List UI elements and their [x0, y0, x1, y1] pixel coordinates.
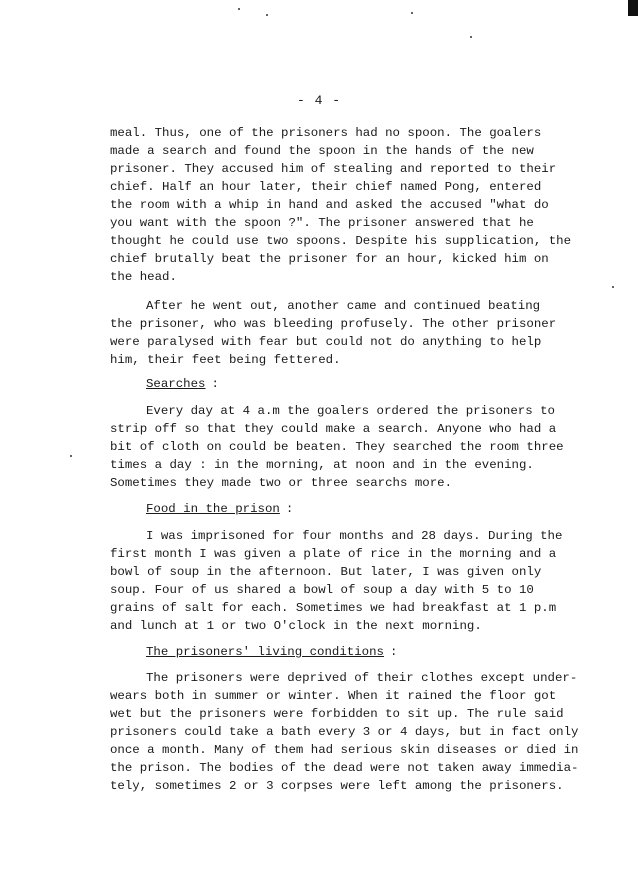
text-line: After he went out, another came and continued beating [146, 299, 541, 313]
text-line: meal. Thus, one of the prisoners had no spoon. The goalers [110, 126, 542, 140]
section-heading-searches [110, 375, 580, 393]
text-line: the prisoner, who was bleeding profusely. The other prisoner [110, 317, 557, 331]
heading-colon: : [285, 502, 294, 516]
text-line: times a day : in the morning, at noon and in the evening. [110, 458, 534, 472]
text-line: prisoner. They accused him of stealing and reported to their [110, 162, 557, 176]
paragraph-spoon-incident [110, 124, 580, 286]
text-line: bowl of soup in the afternoon. But later, I was given only [110, 565, 542, 579]
heading-searches: Searches [146, 377, 206, 391]
text-line: tely, sometimes 2 or 3 corpses were left among the prisoners. [110, 779, 564, 793]
text-line: chief. Half an hour later, their chief named Pong, entered [110, 180, 542, 194]
scan-speck [411, 12, 413, 14]
scan-corner-mark [628, 0, 638, 16]
text-line: you want with the spoon ?". The prisoner answered that he [110, 216, 534, 230]
scan-speck [612, 286, 614, 288]
text-line: wears both in summer or winter. When it rained the floor got [110, 689, 557, 703]
page-number: - 4 - [296, 93, 341, 108]
text-line: grains of salt for each. Sometimes we had breakfast at 1 p.m [110, 601, 557, 615]
scan-speck [238, 8, 240, 10]
text-line: first month I was given a plate of rice in the morning and a [110, 547, 557, 561]
scan-speck [70, 455, 72, 457]
text-line: the head. [110, 270, 177, 284]
text-line: thought he could use two spoons. Despite his supplication, the [110, 234, 572, 248]
paragraph-living-conditions [110, 669, 580, 795]
text-line: Sometimes they made two or three searchs more. [110, 476, 453, 490]
text-line: Every day at 4 a.m the goalers ordered the prisoners to [146, 404, 555, 418]
text-line: wet but the prisoners were forbidden to sit up. The rule said [110, 707, 564, 721]
text-line: and lunch at 1 or two O'clock in the next morning. [110, 619, 482, 633]
heading-food: Food in the prison [146, 502, 280, 516]
text-line: the room with a whip in hand and asked the accused "what do [110, 198, 549, 212]
text-line: once a month. Many of them had serious skin diseases or died in [110, 743, 579, 757]
text-line: prisoners could take a bath every 3 or 4 days, but in fact only [110, 725, 579, 739]
heading-colon: : [389, 645, 398, 659]
heading-living-conditions: The prisoners' living conditions [146, 645, 384, 659]
text-line: soup. Four of us shared a bowl of soup a day with 5 to 10 [110, 583, 534, 597]
paragraph-beating [110, 297, 580, 369]
text-line: him, their feet being fettered. [110, 353, 341, 367]
section-heading-living-conditions [110, 643, 580, 661]
text-line: bit of cloth on could be beaten. They searched the room three [110, 440, 564, 454]
heading-colon: : [211, 377, 219, 391]
text-line: strip off so that they could make a search. Anyone who had a [110, 422, 557, 436]
scan-speck [470, 36, 472, 38]
text-line: The prisoners were deprived of their clothes except under- [146, 671, 578, 685]
text-line: the prison. The bodies of the dead were not taken away immedia- [110, 761, 579, 775]
paragraph-food [110, 527, 580, 635]
text-line: made a search and found the spoon in the hands of the new [110, 144, 534, 158]
paragraph-searches [110, 402, 580, 492]
text-line: were paralysed with fear but could not do anything to help [110, 335, 542, 349]
text-line: I was imprisoned for four months and 28 days. During the [146, 529, 563, 543]
section-heading-food [110, 500, 580, 518]
scan-speck [266, 14, 268, 16]
text-line: chief brutally beat the prisoner for an hour, kicked him on [110, 252, 549, 266]
